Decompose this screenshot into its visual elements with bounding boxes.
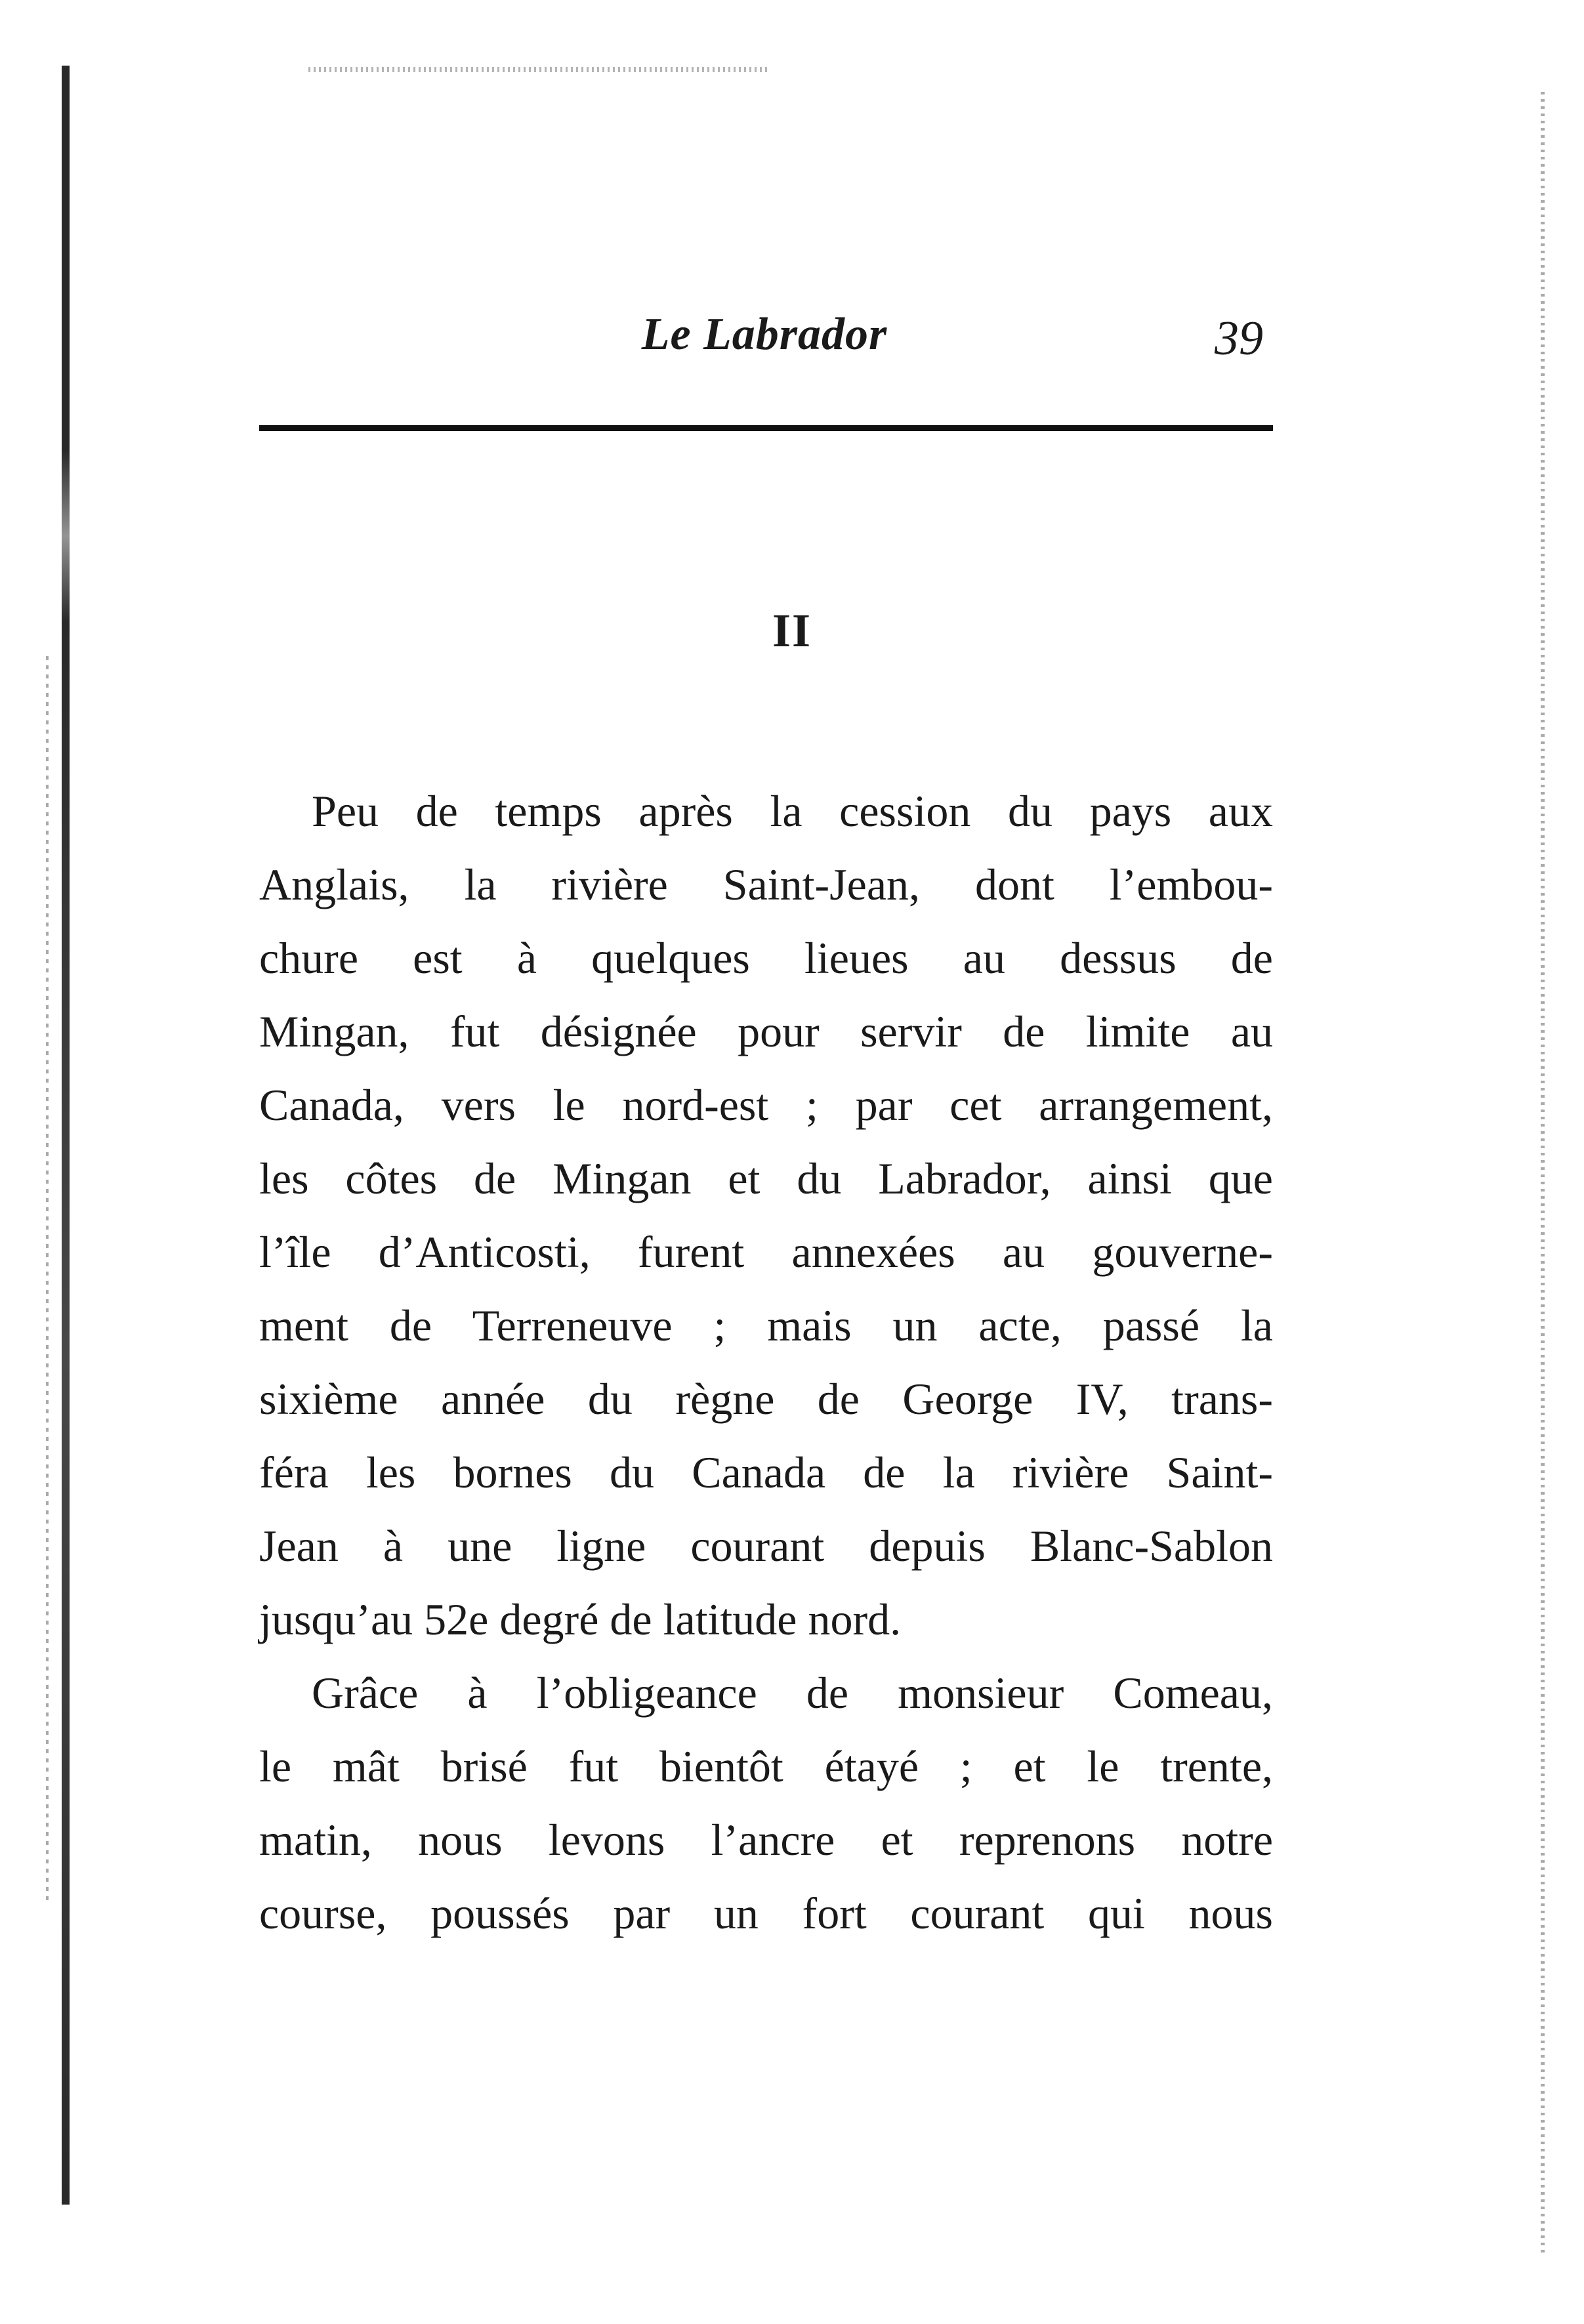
text-line: le mât brisé fut bientôt étayé ; et le trente, [259, 1741, 1273, 1791]
body-text [259, 774, 1273, 1950]
text-line: Mingan, fut désignée pour servir de limite au [259, 1006, 1273, 1056]
running-head [259, 308, 1270, 387]
text-line: les côtes de Mingan et du Labrador, ainsi que [259, 1153, 1273, 1203]
chapter-number: II [772, 604, 812, 657]
scan-edge-noise-right [1541, 92, 1545, 2257]
text-line: sixième année du règne de George IV, trans- [259, 1374, 1273, 1424]
text-line: Canada, vers le nord-est ; par cet arrangement, [259, 1080, 1273, 1130]
text-line: ment de Terreneuve ; mais un acte, passé la [259, 1300, 1273, 1350]
text-line: matin, nous levons l’ancre et reprenons notre [259, 1815, 1273, 1865]
text-line: jusqu’au 52e degré de latitude nord. [259, 1594, 902, 1644]
text-line: l’île d’Anticosti, furent annexées au gouverne- [259, 1227, 1273, 1277]
scan-edge-noise [46, 656, 49, 1903]
running-title: Le Labrador [641, 309, 888, 360]
scan-edge-shadow [62, 66, 70, 2205]
text-line: chure est à quelques lieues au dessus de [259, 933, 1273, 983]
text-line: féra les bornes du Canada de la rivière Saint- [259, 1447, 1273, 1497]
text-line: Jean à une ligne courant depuis Blanc-Sablon [259, 1521, 1273, 1571]
scan-smudge [308, 67, 768, 72]
text-line: Grâce à l’obligeance de monsieur Comeau, [312, 1668, 1273, 1718]
text-line: Anglais, la rivière Saint-Jean, dont l’embou- [259, 860, 1273, 909]
paragraph-1 [259, 774, 1273, 1656]
page-number: 39 [1215, 312, 1263, 365]
paragraph-2 [259, 1656, 1273, 1950]
text-line: Peu de temps après la cession du pays aux [312, 786, 1273, 836]
text-line: course, poussés par un fort courant qui nous [259, 1888, 1273, 1938]
header-rule [259, 425, 1273, 431]
